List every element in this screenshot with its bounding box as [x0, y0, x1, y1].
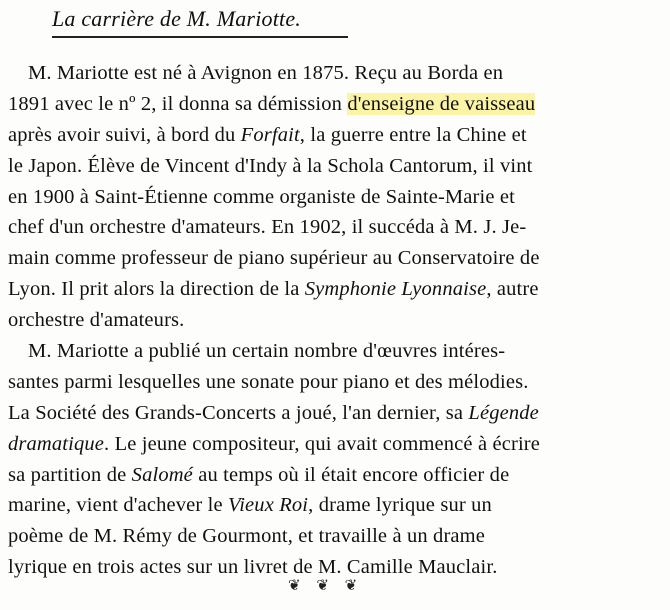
text-span: M. Mariotte a publié un certain nombre d'œuvres intéres- — [28, 340, 506, 363]
title-underline — [52, 36, 348, 38]
text-line — [8, 490, 656, 521]
text-line — [8, 89, 656, 120]
highlighted-text: d'enseigne de vaisseau — [347, 92, 536, 115]
italic-text: Forfait — [240, 123, 300, 146]
text-line — [8, 305, 656, 336]
text-span: Lyon. Il prit alors la direction de la — [8, 278, 305, 301]
text-span: en 1900 à Saint-Étienne comme organiste de Sainte-Marie et — [8, 185, 515, 208]
text-line — [8, 336, 656, 367]
heading-block — [52, 6, 348, 38]
text-line — [8, 182, 656, 213]
italic-text: Légende — [468, 401, 539, 424]
text-span: au temps où il était encore officier de — [192, 463, 510, 486]
text-line — [8, 398, 656, 429]
text-span: , drame lyrique sur un — [308, 494, 492, 517]
text-span: 1891 avec le nº 2, il donna sa démission — [8, 92, 348, 115]
text-span: orchestre d'amateurs. — [8, 309, 185, 332]
italic-text: Salomé — [131, 463, 193, 486]
text-span: lyrique en trois actes sur un livret de M. Camille Mauclair. — [8, 556, 498, 579]
text-line — [8, 367, 656, 398]
text-span: La Société des Grands-Concerts a joué, l'an dernier, sa — [8, 401, 469, 424]
fleuron-ornament-icon: ❦ ❦ ❦ — [288, 578, 364, 594]
text-span: le Japon. Élève de Vincent d'Indy à la Schola Cantorum, il vint — [8, 154, 533, 177]
text-line — [8, 243, 656, 274]
text-span: . Le jeune compositeur, qui avait commencé à écrire — [104, 432, 541, 455]
text-line — [8, 151, 656, 182]
italic-text: Vieux Roi — [228, 494, 309, 517]
text-span: santes parmi lesquelles une sonate pour piano et des mélodies. — [8, 370, 529, 393]
text-line — [8, 460, 656, 491]
text-span: , autre — [486, 278, 539, 301]
text-span: M. Mariotte est né à Avignon en 1875. Reçu au Borda en — [28, 62, 504, 84]
text-span: , la guerre entre la Chine et — [299, 123, 527, 146]
text-line — [8, 120, 656, 151]
italic-text: Symphonie Lyonnaise — [304, 278, 487, 301]
text-line — [8, 521, 656, 552]
text-span: main comme professeur de piano supérieur au Conservatoire de — [8, 247, 540, 270]
text-span: après avoir suivi, à bord du — [8, 123, 241, 146]
text-line — [8, 274, 656, 305]
text-line — [8, 429, 656, 460]
text-line — [8, 212, 656, 243]
article-body — [8, 58, 656, 583]
text-span: chef d'un orchestre d'amateurs. En 1902, il succéda à M. J. Je- — [8, 216, 527, 239]
text-line — [8, 58, 656, 89]
text-span: sa partition de — [8, 463, 132, 486]
text-span: marine, vient d'achever le — [8, 494, 229, 517]
page-title: La carrière de M. Mariotte. — [52, 6, 301, 31]
italic-text: dramatique — [8, 432, 105, 455]
text-span: poème de M. Rémy de Gourmont, et travaille à un drame — [8, 525, 486, 548]
